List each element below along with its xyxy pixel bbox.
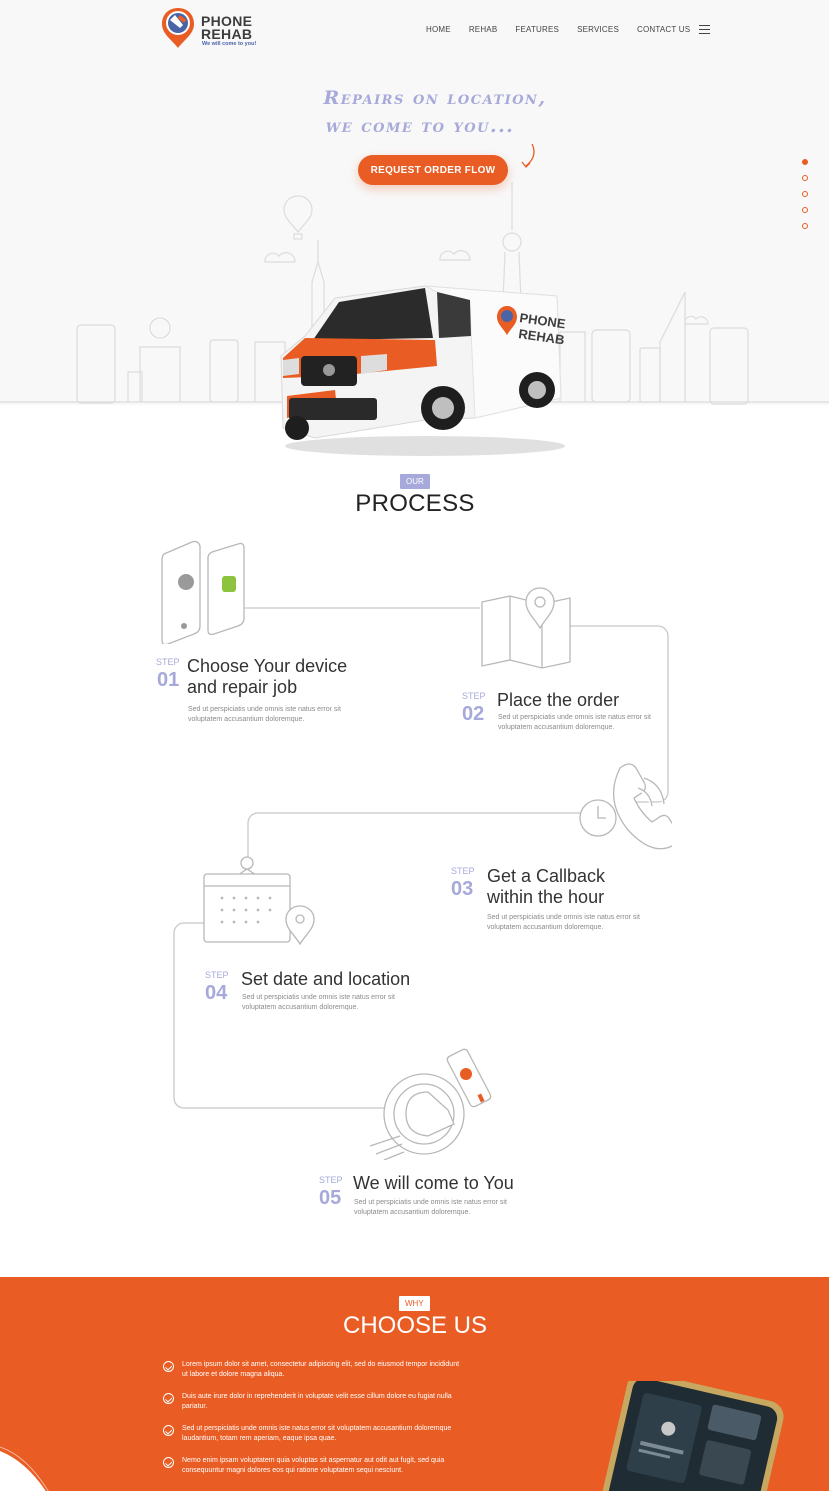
why-benefit-list <box>163 1360 483 1488</box>
step-4-desc-line2: voluptatem accusantium doloremque. <box>242 1004 359 1011</box>
step-1-description <box>188 705 341 725</box>
check-circle-icon <box>163 1425 174 1436</box>
step-4-desc-line1: Sed ut perspiciatis unde omnis iste natus error sit <box>242 994 395 1001</box>
nav-services[interactable]: SERVICES <box>577 25 619 34</box>
step-2-desc-line2: voluptatem accusantium doloremque. <box>498 724 615 731</box>
step-3-description <box>487 913 640 933</box>
step-3-number: 03 <box>451 878 474 900</box>
pagination-dot-2[interactable] <box>802 175 808 181</box>
step-2-desc-line1: Sed ut perspiciatis unde omnis iste natus error sit <box>498 714 651 721</box>
main-nav <box>426 25 710 34</box>
step-2-title: Place the order <box>497 690 620 710</box>
why-item-3-line1: Sed ut perspiciatis unde omnis iste natus error sit voluptatem accusantium doloremque <box>182 1425 452 1432</box>
curved-arrow-icon <box>512 142 536 172</box>
list-item <box>163 1424 483 1444</box>
why-item-1-line2: ut labore et dolore magna aliqua. <box>182 1371 285 1378</box>
phone-call-clock-icon <box>578 758 672 856</box>
process-connector-lines <box>0 530 829 1130</box>
brand-name-line1: PHONE <box>201 13 253 29</box>
step-5-desc-line2: voluptatem accusantium doloremque. <box>354 1209 471 1216</box>
step-3-label: STEP <box>451 866 475 876</box>
step-5-description <box>354 1198 507 1218</box>
step-4-description <box>242 993 395 1013</box>
step-3-desc-line2: voluptatem accusantium doloremque. <box>487 924 604 931</box>
step-5-label: STEP <box>319 1175 343 1185</box>
decorative-wave-lines <box>0 1437 60 1491</box>
why-item-2-line2: pariatur. <box>182 1403 208 1410</box>
check-circle-icon <box>163 1457 174 1468</box>
hero-headline-line2: we come to you... <box>325 115 515 137</box>
pagination-dot-5[interactable] <box>802 223 808 229</box>
check-circle-icon <box>163 1393 174 1404</box>
why-item-2-line1: Duis aute irure dolor in reprehenderit in voluptate velit esse cillum dolore eu fugiat nulla <box>182 1393 452 1400</box>
step-5-desc-line1: Sed ut perspiciatis unde omnis iste natus error sit <box>354 1199 507 1206</box>
check-circle-icon <box>163 1361 174 1372</box>
why-item-4-line2: consequuntur magni dolores eos qui ratione voluptatem sequi nesciunt. <box>182 1467 404 1474</box>
why-item-4-line1: Nemo enim ipsam voluptatem quia voluptas sit aspernatur aut odit aut fugit, sed quia <box>182 1457 445 1464</box>
map-pin-icon <box>478 578 574 674</box>
hero-headline <box>250 84 620 140</box>
step-4-title: Set date and location <box>241 969 411 989</box>
why-title: CHOOSE US <box>342 1312 488 1339</box>
section-tag-why: WHY <box>399 1296 430 1311</box>
brand-tagline: We will come to you! <box>202 41 257 47</box>
step-1-desc-line2: voluptatem accusantium doloremque. <box>188 716 305 723</box>
step-4-label: STEP <box>205 970 229 980</box>
step-3-desc-line1: Sed ut perspiciatis unde omnis iste natus error sit <box>487 914 640 921</box>
phone-internals-image <box>586 1381 786 1491</box>
step-3-title: Get a Callback within the hour <box>487 866 606 907</box>
request-order-flow-button[interactable]: REQUEST ORDER FLOW <box>358 155 508 185</box>
section-tag-our: OUR <box>400 474 430 489</box>
step-5-number: 05 <box>319 1187 342 1209</box>
pagination-dot-3[interactable] <box>802 191 808 197</box>
pagination-dot-4[interactable] <box>802 207 808 213</box>
nav-contact-us[interactable]: CONTACT US <box>636 25 691 34</box>
step-4-number: 04 <box>205 982 228 1004</box>
calendar-location-icon <box>200 854 320 948</box>
step-2-description <box>498 713 651 733</box>
step-2-number: 02 <box>462 703 485 725</box>
phones-illustration-icon <box>160 540 250 644</box>
van-logo-line1: PHONE <box>518 310 567 332</box>
process-title: PROCESS <box>355 490 475 517</box>
nav-home[interactable]: HOME <box>426 25 451 34</box>
nav-rehab[interactable]: REHAB <box>468 25 498 34</box>
why-item-3-line2: laudantium, totam rem aperiam, eaque ipsa quae. <box>182 1435 337 1442</box>
step-5-title: We will come to You <box>353 1173 514 1193</box>
brand-logo[interactable] <box>160 6 270 50</box>
list-item <box>163 1360 483 1380</box>
step-2-label: STEP <box>462 691 486 701</box>
list-item <box>163 1456 483 1476</box>
van-logo-line2: REHAB <box>517 326 566 348</box>
section-pagination <box>802 159 808 229</box>
hero-headline-line1: Repairs on location, <box>323 87 547 109</box>
wrench-phone-icon <box>366 1046 498 1160</box>
service-van-image <box>275 278 575 460</box>
brand-name-line2: REHAB <box>201 26 253 42</box>
nav-features[interactable]: FEATURES <box>515 25 560 34</box>
step-1-desc-line1: Sed ut perspiciatis unde omnis iste natus error sit <box>188 706 341 713</box>
hamburger-menu-icon[interactable] <box>699 25 710 34</box>
list-item <box>163 1392 483 1412</box>
logo-pin-icon <box>160 6 196 50</box>
pagination-dot-1[interactable] <box>802 159 808 165</box>
why-item-1-line1: Lorem ipsum dolor sit amet, consectetur adipiscing elit, sed do eiusmod tempor incididunt <box>182 1361 460 1368</box>
step-1-title: Choose Your device and repair job <box>187 656 348 697</box>
step-1-number: 01 <box>157 669 180 691</box>
step-1-label: STEP <box>156 657 180 667</box>
